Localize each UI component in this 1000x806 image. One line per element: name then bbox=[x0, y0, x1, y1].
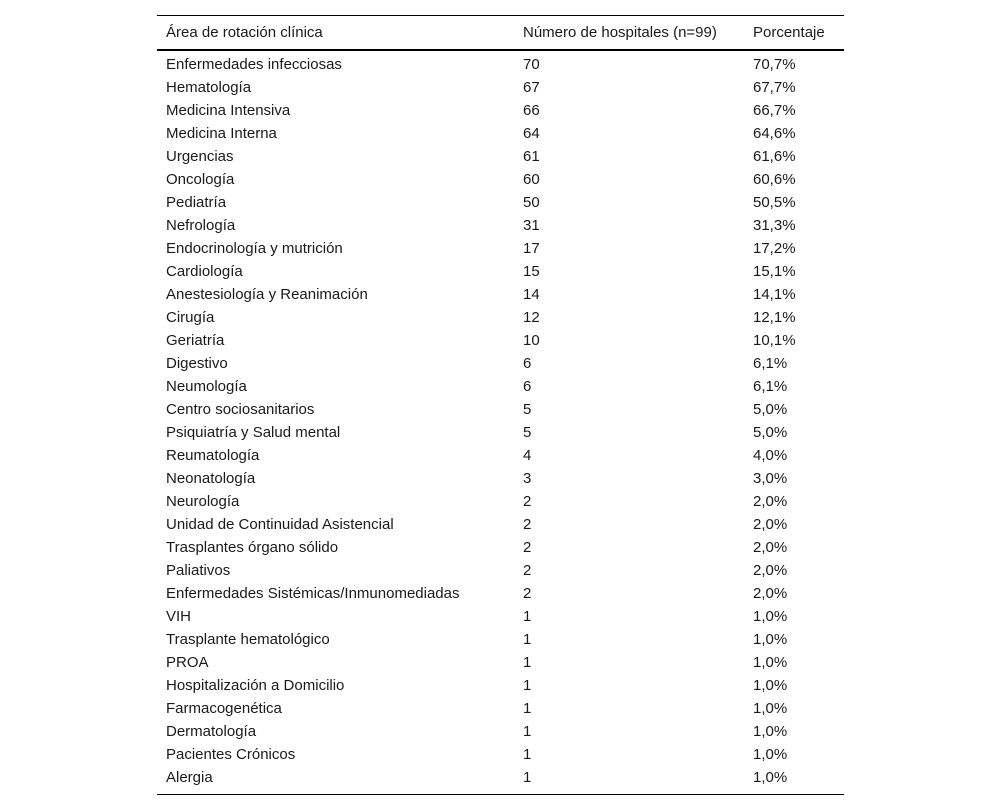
cell-percentage: 17,2% bbox=[753, 240, 796, 257]
cell-hospital-count: 6 bbox=[523, 355, 532, 372]
cell-hospital-count: 12 bbox=[523, 309, 540, 326]
header-area: Área de rotación clínica bbox=[166, 24, 323, 41]
table-row bbox=[157, 559, 844, 582]
cell-area: Trasplantes órgano sólido bbox=[166, 539, 339, 556]
cell-hospital-count: 1 bbox=[523, 631, 532, 648]
cell-percentage: 2,0% bbox=[753, 493, 788, 510]
cell-hospital-count: 67 bbox=[523, 79, 540, 96]
cell-area: Medicina Interna bbox=[166, 125, 277, 142]
cell-percentage: 60,6% bbox=[753, 171, 796, 188]
table-row bbox=[157, 697, 844, 720]
cell-area: Pediatría bbox=[166, 194, 227, 211]
cell-hospital-count: 66 bbox=[523, 102, 540, 119]
cell-hospital-count: 1 bbox=[523, 654, 532, 671]
cell-hospital-count: 2 bbox=[523, 516, 532, 533]
cell-area: PROA bbox=[166, 654, 209, 671]
cell-area: Psiquiatría y Salud mental bbox=[166, 424, 341, 441]
cell-percentage: 5,0% bbox=[753, 424, 788, 441]
table-row bbox=[157, 605, 844, 628]
header-hospital-count: Número de hospitales (n=99) bbox=[523, 24, 717, 41]
header-percentage: Porcentaje bbox=[753, 24, 825, 41]
cell-percentage: 1,0% bbox=[753, 677, 788, 694]
cell-hospital-count: 1 bbox=[523, 769, 532, 786]
cell-area: Hematología bbox=[166, 79, 252, 96]
cell-area: Unidad de Continuidad Asistencial bbox=[166, 516, 394, 533]
table-row bbox=[157, 122, 844, 145]
table-row bbox=[157, 50, 844, 76]
table-row bbox=[157, 743, 844, 766]
cell-percentage: 5,0% bbox=[753, 401, 788, 418]
table-row bbox=[157, 99, 844, 122]
cell-percentage: 10,1% bbox=[753, 332, 796, 349]
cell-percentage: 1,0% bbox=[753, 608, 788, 625]
cell-hospital-count: 2 bbox=[523, 539, 532, 556]
cell-hospital-count: 2 bbox=[523, 562, 532, 579]
table-row bbox=[157, 674, 844, 697]
cell-percentage: 6,1% bbox=[753, 378, 788, 395]
cell-hospital-count: 1 bbox=[523, 700, 532, 717]
cell-hospital-count: 2 bbox=[523, 493, 532, 510]
cell-percentage: 1,0% bbox=[753, 631, 788, 648]
table-header bbox=[157, 16, 844, 51]
table-row bbox=[157, 283, 844, 306]
cell-area: Reumatología bbox=[166, 447, 260, 464]
cell-percentage: 2,0% bbox=[753, 585, 788, 602]
cell-hospital-count: 15 bbox=[523, 263, 540, 280]
cell-area: Centro sociosanitarios bbox=[166, 401, 315, 418]
cell-hospital-count: 14 bbox=[523, 286, 540, 303]
table-row bbox=[157, 76, 844, 99]
cell-percentage: 15,1% bbox=[753, 263, 796, 280]
table-row bbox=[157, 444, 844, 467]
cell-area: Cirugía bbox=[166, 309, 215, 326]
cell-hospital-count: 5 bbox=[523, 424, 532, 441]
cell-percentage: 31,3% bbox=[753, 217, 796, 234]
cell-hospital-count: 31 bbox=[523, 217, 540, 234]
cell-percentage: 4,0% bbox=[753, 447, 788, 464]
cell-hospital-count: 61 bbox=[523, 148, 540, 165]
cell-hospital-count: 4 bbox=[523, 447, 532, 464]
table-row bbox=[157, 421, 844, 444]
table-row bbox=[157, 145, 844, 168]
header-row bbox=[157, 16, 844, 51]
cell-percentage: 12,1% bbox=[753, 309, 796, 326]
cell-hospital-count: 64 bbox=[523, 125, 540, 142]
table-row bbox=[157, 168, 844, 191]
table-row bbox=[157, 306, 844, 329]
table-row bbox=[157, 375, 844, 398]
cell-percentage: 61,6% bbox=[753, 148, 796, 165]
cell-hospital-count: 5 bbox=[523, 401, 532, 418]
table-row bbox=[157, 260, 844, 283]
cell-area: Paliativos bbox=[166, 562, 231, 579]
cell-area: Enfermedades Sistémicas/Inmunomediadas bbox=[166, 585, 460, 602]
cell-area: Neurología bbox=[166, 493, 240, 510]
table-body bbox=[157, 50, 844, 795]
table-row bbox=[157, 720, 844, 743]
cell-hospital-count: 17 bbox=[523, 240, 540, 257]
cell-area: Hospitalización a Domicilio bbox=[166, 677, 345, 694]
cell-percentage: 1,0% bbox=[753, 746, 788, 763]
table-row bbox=[157, 628, 844, 651]
table-row bbox=[157, 582, 844, 605]
cell-area: Cardiología bbox=[166, 263, 243, 280]
cell-percentage: 70,7% bbox=[753, 56, 796, 73]
cell-hospital-count: 3 bbox=[523, 470, 532, 487]
cell-hospital-count: 1 bbox=[523, 746, 532, 763]
table-row bbox=[157, 237, 844, 260]
cell-hospital-count: 6 bbox=[523, 378, 532, 395]
cell-percentage: 64,6% bbox=[753, 125, 796, 142]
cell-percentage: 1,0% bbox=[753, 700, 788, 717]
cell-percentage: 6,1% bbox=[753, 355, 788, 372]
cell-percentage: 50,5% bbox=[753, 194, 796, 211]
table-row bbox=[157, 467, 844, 490]
cell-area: Digestivo bbox=[166, 355, 228, 372]
table-row bbox=[157, 398, 844, 421]
table-row bbox=[157, 329, 844, 352]
table-row bbox=[157, 766, 844, 795]
cell-hospital-count: 1 bbox=[523, 723, 532, 740]
cell-area: Anestesiología y Reanimación bbox=[166, 286, 368, 303]
table-row bbox=[157, 352, 844, 375]
cell-area: Trasplante hematológico bbox=[166, 631, 330, 648]
cell-area: Geriatría bbox=[166, 332, 225, 349]
table-row bbox=[157, 536, 844, 559]
cell-hospital-count: 60 bbox=[523, 171, 540, 188]
cell-hospital-count: 1 bbox=[523, 677, 532, 694]
cell-area: Neumología bbox=[166, 378, 247, 395]
cell-percentage: 14,1% bbox=[753, 286, 796, 303]
table-row bbox=[157, 651, 844, 674]
cell-area: VIH bbox=[166, 608, 192, 625]
cell-area: Endocrinología y mutrición bbox=[166, 240, 343, 257]
table-row bbox=[157, 191, 844, 214]
table-row bbox=[157, 490, 844, 513]
cell-hospital-count: 2 bbox=[523, 585, 532, 602]
table-row bbox=[157, 513, 844, 536]
cell-percentage: 2,0% bbox=[753, 516, 788, 533]
cell-hospital-count: 50 bbox=[523, 194, 540, 211]
cell-area: Oncología bbox=[166, 171, 235, 188]
table-row bbox=[157, 214, 844, 237]
cell-hospital-count: 10 bbox=[523, 332, 540, 349]
cell-hospital-count: 70 bbox=[523, 56, 540, 73]
cell-area: Nefrología bbox=[166, 217, 236, 234]
cell-area: Farmacogenética bbox=[166, 700, 282, 717]
cell-percentage: 1,0% bbox=[753, 723, 788, 740]
cell-percentage: 3,0% bbox=[753, 470, 788, 487]
cell-percentage: 2,0% bbox=[753, 562, 788, 579]
cell-area: Medicina Intensiva bbox=[166, 102, 291, 119]
cell-area: Urgencias bbox=[166, 148, 234, 165]
cell-percentage: 67,7% bbox=[753, 79, 796, 96]
cell-area: Dermatología bbox=[166, 723, 257, 740]
cell-area: Pacientes Crónicos bbox=[166, 746, 296, 763]
rotation-areas-table bbox=[157, 15, 844, 795]
cell-area: Alergia bbox=[166, 769, 213, 786]
cell-percentage: 66,7% bbox=[753, 102, 796, 119]
cell-hospital-count: 1 bbox=[523, 608, 532, 625]
cell-percentage: 2,0% bbox=[753, 539, 788, 556]
cell-area: Enfermedades infecciosas bbox=[166, 56, 342, 73]
cell-area: Neonatología bbox=[166, 470, 256, 487]
cell-percentage: 1,0% bbox=[753, 769, 788, 786]
cell-percentage: 1,0% bbox=[753, 654, 788, 671]
